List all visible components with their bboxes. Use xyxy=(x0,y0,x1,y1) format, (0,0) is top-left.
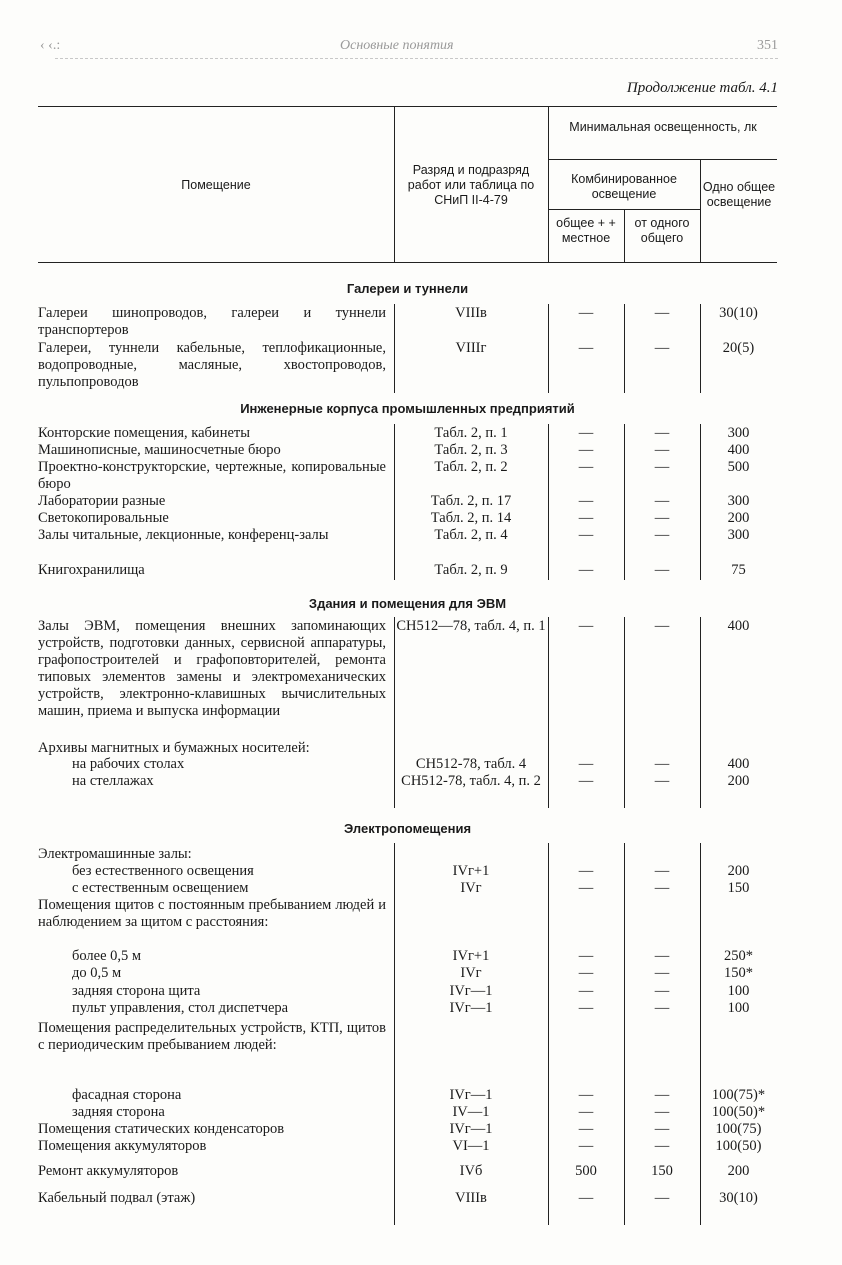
category-cell: Табл. 2, п. 1 xyxy=(434,425,508,441)
room-cell: задняя сторона xyxy=(72,1104,165,1120)
general-only-cell: 300 xyxy=(727,493,750,509)
continuation-caption: Продолжение табл. 4.1 xyxy=(626,80,778,96)
general-plus-local-cell: 500 xyxy=(575,1163,597,1179)
header-category: Разряд и подразряд работ или таблица по СНиП II-4-79 xyxy=(407,163,535,207)
room-cell: Электромашинные залы: xyxy=(38,846,192,862)
room-cell: Лаборатории разные xyxy=(38,493,166,509)
header-general-plus-local: общее + + местное xyxy=(556,216,616,245)
room-cell: Архивы магнитных и бумажных носителей: xyxy=(38,740,310,756)
general-plus-local-cell: — xyxy=(578,1138,594,1154)
general-only-cell: 100(50) xyxy=(715,1138,762,1154)
room-cell: на стеллажах xyxy=(72,773,154,789)
general-plus-local-cell: — xyxy=(578,756,594,772)
room-cell: Машинописные, машиносчетные бюро xyxy=(38,442,281,458)
from-general-cell: — xyxy=(654,425,670,441)
general-plus-local-cell: — xyxy=(578,562,594,578)
room-cell: Галереи шинопроводов, галереи и туннели транспортеров xyxy=(38,305,386,338)
general-plus-local-cell: — xyxy=(578,1121,594,1137)
room-cell: без естественного освещения xyxy=(72,863,254,879)
section-title: Здания и помещения для ЭВМ xyxy=(308,596,507,611)
from-general-cell: — xyxy=(654,442,670,458)
general-plus-local-cell: — xyxy=(578,983,594,999)
column-divider xyxy=(548,304,549,393)
room-cell: Помещения щитов с постоянным пребыванием людей и наблюдением за щитом с расстояния: xyxy=(38,897,386,930)
room-cell: Кабельный подвал (этаж) xyxy=(38,1190,196,1206)
general-plus-local-cell: — xyxy=(578,527,594,543)
category-cell: Табл. 2, п. 9 xyxy=(434,562,508,578)
category-cell: IVг+1 xyxy=(452,863,490,879)
column-divider xyxy=(394,304,395,393)
from-general-cell: — xyxy=(654,562,670,578)
from-general-cell: — xyxy=(654,305,670,321)
category-cell: VI—1 xyxy=(452,1138,490,1154)
from-general-cell: — xyxy=(654,880,670,896)
general-only-cell: 200 xyxy=(727,510,750,526)
category-cell: IVг—1 xyxy=(449,1000,493,1016)
general-only-cell: 100(75) xyxy=(715,1121,762,1137)
general-plus-local-cell: — xyxy=(578,1087,594,1103)
general-only-cell: 150 xyxy=(727,880,750,896)
room-cell: Галереи, туннели кабельные, теплофикационные, водопроводные, масляные, хвостопроводов, пульпопроводов xyxy=(38,340,386,390)
general-only-cell: 100 xyxy=(727,983,750,999)
general-plus-local-cell: — xyxy=(578,863,594,879)
general-only-cell: 100(50)* xyxy=(711,1104,766,1120)
room-cell: до 0,5 м xyxy=(72,965,122,981)
room-cell: Помещения статических конденсаторов xyxy=(38,1121,285,1137)
general-plus-local-cell: — xyxy=(578,1000,594,1016)
from-general-cell: — xyxy=(654,1121,670,1137)
category-cell: IVг xyxy=(460,965,482,981)
from-general-cell: — xyxy=(654,493,670,509)
column-divider xyxy=(548,843,549,1225)
category-cell: IV—1 xyxy=(452,1104,490,1120)
room-cell: Залы читальные, лекционные, конференц-залы xyxy=(38,527,329,543)
room-cell: Ремонт аккумуляторов xyxy=(38,1163,179,1179)
general-plus-local-cell: — xyxy=(578,965,594,981)
header-room: Помещение xyxy=(181,178,251,192)
category-cell: СН512-78, табл. 4 xyxy=(415,756,527,772)
column-divider xyxy=(394,843,395,1225)
general-only-cell: 250* xyxy=(724,948,753,964)
category-cell: IVг+1 xyxy=(452,948,490,964)
general-only-cell: 20(5) xyxy=(722,340,755,356)
page-header-title: Основные понятия xyxy=(340,38,454,53)
column-divider xyxy=(700,843,701,1225)
general-only-cell: 200 xyxy=(727,1163,750,1179)
category-cell: Табл. 2, п. 2 xyxy=(434,459,508,475)
column-divider xyxy=(394,617,395,808)
general-plus-local-cell: — xyxy=(578,618,594,634)
column-divider xyxy=(624,424,625,580)
category-cell: VIIIв xyxy=(455,1190,487,1206)
general-plus-local-cell: — xyxy=(578,1104,594,1120)
category-cell: IVб xyxy=(459,1163,483,1179)
general-plus-local-cell: — xyxy=(578,1190,594,1206)
general-only-cell: 500 xyxy=(727,459,750,475)
category-cell: VIIIв xyxy=(455,305,487,321)
general-only-cell: 200 xyxy=(727,863,750,879)
room-cell: Помещения распределительных устройств, КТП, щитов с периодическим пребыванием людей: xyxy=(38,1020,386,1053)
room-cell: более 0,5 м xyxy=(72,948,142,964)
from-general-cell: — xyxy=(654,340,670,356)
section-title: Инженерные корпуса промышленных предприятий xyxy=(240,401,575,416)
general-only-cell: 400 xyxy=(727,442,750,458)
general-plus-local-cell: — xyxy=(578,340,594,356)
general-plus-local-cell: — xyxy=(578,773,594,789)
from-general-cell: — xyxy=(654,983,670,999)
general-plus-local-cell: — xyxy=(578,425,594,441)
from-general-cell: — xyxy=(654,1104,670,1120)
from-general-cell: — xyxy=(654,965,670,981)
general-only-cell: 200 xyxy=(727,773,750,789)
from-general-cell: — xyxy=(654,863,670,879)
column-divider xyxy=(624,304,625,393)
general-only-cell: 30(10) xyxy=(719,305,758,321)
room-cell: Конторские помещения, кабинеты xyxy=(38,425,250,441)
category-cell: СН512—78, табл. 4, п. 1 xyxy=(396,618,546,634)
column-divider xyxy=(624,843,625,1225)
room-cell: Залы ЭВМ, помещения внешних запоминающих устройств, подготовки данных, сервисной аппаратуры, графопостроителей и графоповторителей, ремонта типовых элементов замены и электромеханических устройств, электронно-клавишных вычислительных машин, приема и выпуска информации xyxy=(38,618,386,719)
column-divider xyxy=(700,304,701,393)
room-cell: Проектно-конструкторские, чертежные, копировальные бюро xyxy=(38,459,386,492)
from-general-cell: — xyxy=(654,1087,670,1103)
room-cell: Книгохранилища xyxy=(38,562,145,578)
general-plus-local-cell: — xyxy=(578,493,594,509)
header-min-illuminance: Минимальная освещенность, лк xyxy=(569,120,757,134)
table-top-rule xyxy=(38,106,777,107)
header-from-general: от одного общего xyxy=(634,216,690,245)
general-only-cell: 400 xyxy=(727,618,750,634)
room-cell: пульт управления, стол диспетчера xyxy=(72,1000,289,1016)
page-header-left: ‹ ‹.: xyxy=(40,38,61,53)
section-title: Электропомещения xyxy=(343,821,472,836)
general-only-cell: 100 xyxy=(727,1000,750,1016)
table-header-bottom-rule xyxy=(38,262,777,263)
from-general-cell: — xyxy=(654,1190,670,1206)
general-plus-local-cell: — xyxy=(578,948,594,964)
room-cell: фасадная сторона xyxy=(72,1087,182,1103)
category-cell: IVг—1 xyxy=(449,1087,493,1103)
room-cell: Помещения аккумуляторов xyxy=(38,1138,207,1154)
general-plus-local-cell: — xyxy=(578,305,594,321)
general-only-cell: 150* xyxy=(724,965,753,981)
general-plus-local-cell: — xyxy=(578,510,594,526)
general-only-cell: 400 xyxy=(727,756,750,772)
category-cell: IVг—1 xyxy=(449,983,493,999)
section-title: Галереи и туннели xyxy=(346,281,469,296)
from-general-cell: — xyxy=(654,1000,670,1016)
from-general-cell: — xyxy=(654,618,670,634)
column-divider xyxy=(548,617,549,808)
from-general-cell: — xyxy=(654,459,670,475)
category-cell: Табл. 2, п. 17 xyxy=(430,493,512,509)
column-divider xyxy=(700,617,701,808)
from-general-cell: — xyxy=(654,510,670,526)
category-cell: Табл. 2, п. 3 xyxy=(434,442,508,458)
category-cell: IVг—1 xyxy=(449,1121,493,1137)
page-number: 351 xyxy=(757,38,778,53)
general-only-cell: 30(10) xyxy=(719,1190,758,1206)
room-cell: задняя сторона щита xyxy=(72,983,201,999)
header-combined: Комбинированное освещение xyxy=(571,172,677,201)
from-general-cell: — xyxy=(654,948,670,964)
column-divider xyxy=(548,424,549,580)
general-only-cell: 75 xyxy=(731,562,746,578)
general-plus-local-cell: — xyxy=(578,442,594,458)
category-cell: Табл. 2, п. 4 xyxy=(434,527,508,543)
from-general-cell: — xyxy=(654,756,670,772)
category-cell: IVг xyxy=(460,880,482,896)
general-only-cell: 300 xyxy=(727,425,750,441)
room-cell: с естественным освещением xyxy=(72,880,249,896)
from-general-cell: 150 xyxy=(651,1163,673,1179)
column-divider xyxy=(394,424,395,580)
header-divider xyxy=(55,58,778,59)
general-only-cell: 300 xyxy=(727,527,750,543)
room-cell: на рабочих столах xyxy=(72,756,185,772)
general-only-cell: 100(75)* xyxy=(711,1087,766,1103)
general-plus-local-cell: — xyxy=(578,880,594,896)
room-cell: Светокопировальные xyxy=(38,510,169,526)
category-cell: СН512-78, табл. 4, п. 2 xyxy=(401,773,541,789)
header-general-only: Одно общее освещение xyxy=(702,180,776,209)
column-divider xyxy=(700,424,701,580)
from-general-cell: — xyxy=(654,773,670,789)
category-cell: Табл. 2, п. 14 xyxy=(430,510,512,526)
general-plus-local-cell: — xyxy=(578,459,594,475)
column-divider xyxy=(624,617,625,808)
from-general-cell: — xyxy=(654,1138,670,1154)
category-cell: VIIIг xyxy=(455,340,487,356)
from-general-cell: — xyxy=(654,527,670,543)
